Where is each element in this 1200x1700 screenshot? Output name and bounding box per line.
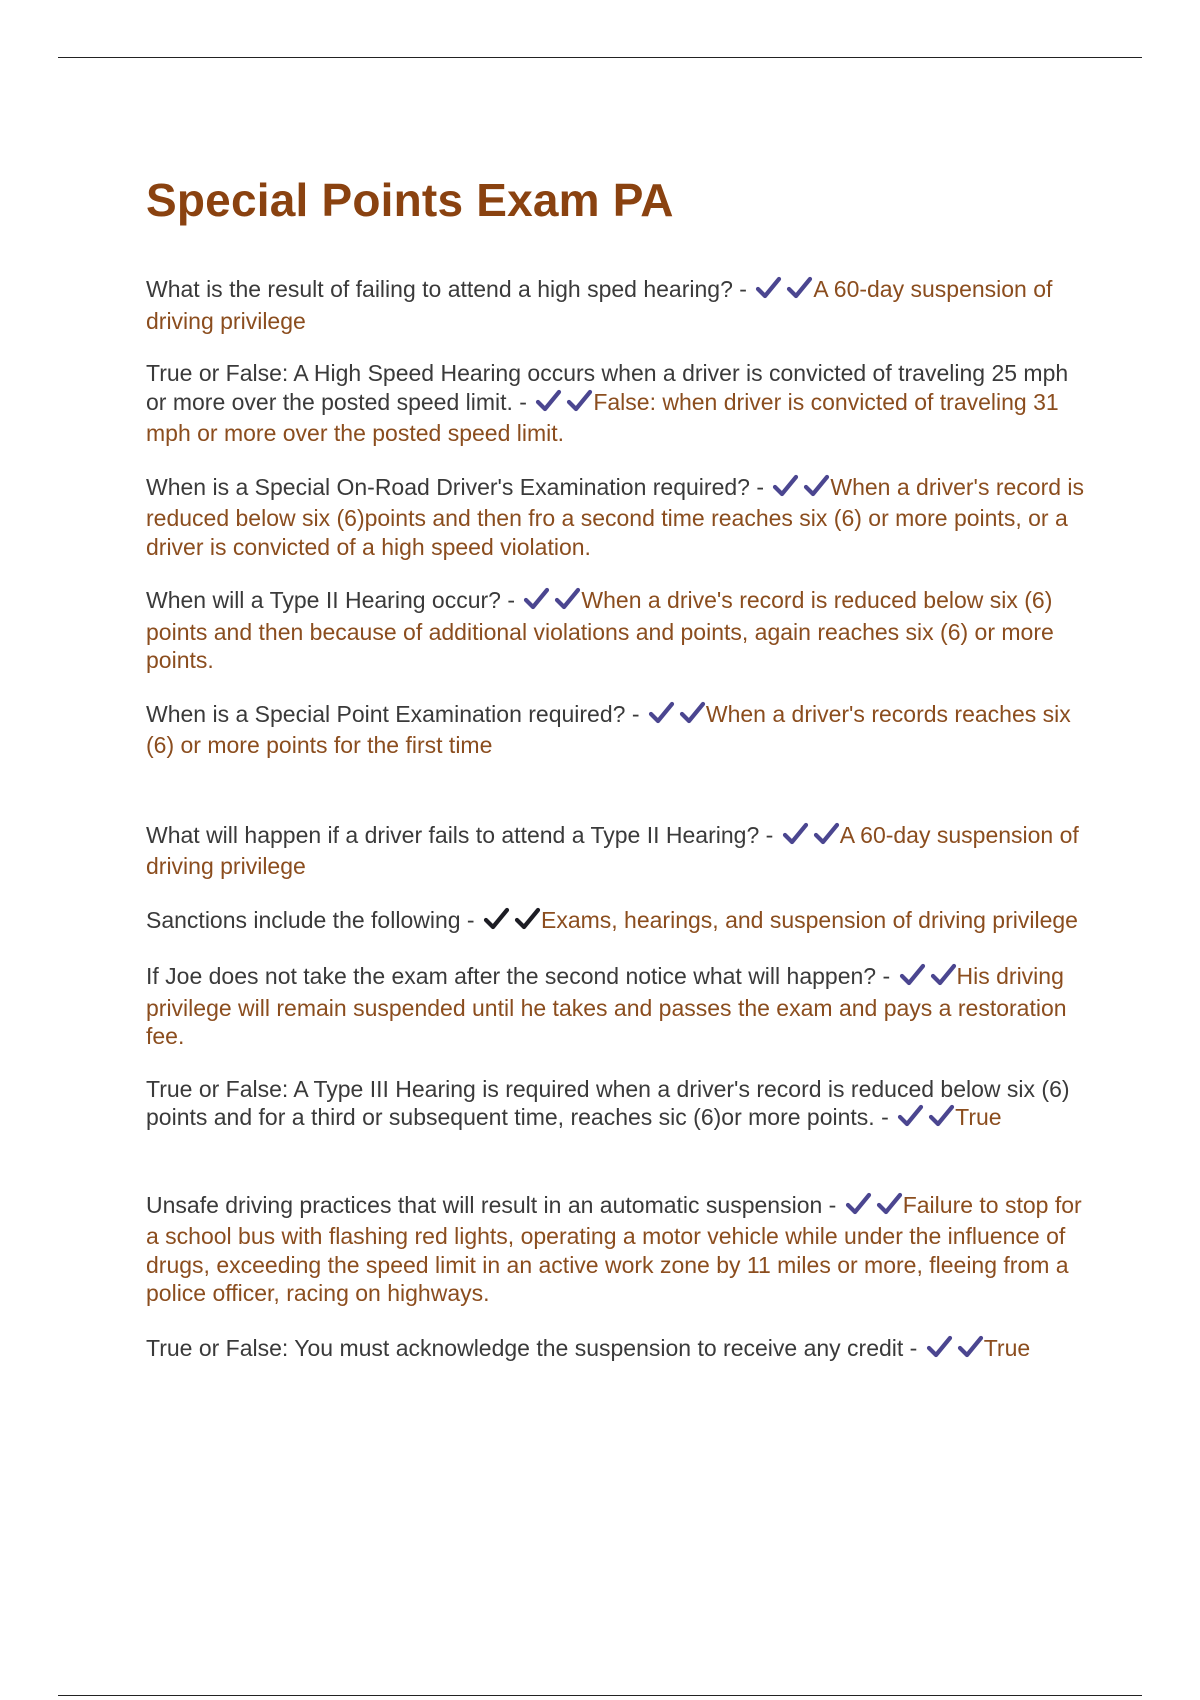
- top-rule: [58, 57, 1142, 58]
- answer-text: His driving privilege will remain suspended until he takes and passes the exam and pays a restoration fee.: [146, 963, 1067, 1049]
- page-title: Special Points Exam PA: [146, 174, 674, 226]
- double-check-icon: [782, 822, 840, 853]
- double-check-icon: [755, 276, 813, 307]
- question-text: True or False: A Type III Hearing is required when a driver's record is reduced below six (6) points and for a third or subsequent time, reaches sic (6)or more points. -: [146, 1075, 1070, 1130]
- question-text: When is a Special Point Examination required? -: [146, 700, 640, 727]
- double-check-icon: [899, 963, 957, 994]
- qa-item: [146, 962, 1092, 1051]
- double-check-icon: [926, 1335, 984, 1366]
- answer-text: True: [955, 1104, 1002, 1130]
- double-check-icon: [648, 701, 706, 732]
- question-text: True or False: A High Speed Hearing occurs when a driver is convicted of traveling 25 mph or more over the posted speed limit. -: [146, 360, 1069, 415]
- answer-text: Failure to stop for a school bus with flashing red lights, operating a motor vehicle while under the influence of drugs, exceeding the speed limit in an active work zone by 11 miles or more, fleeing from a police officer, racing on highways.: [146, 1191, 1082, 1306]
- question-text: True or False: You must acknowledge the suspension to receive any credit -: [146, 1334, 918, 1361]
- answer-text: When a driver's records reaches six (6) or more points for the first time: [146, 700, 1071, 758]
- qa-item: [146, 586, 1092, 675]
- qa-item: [146, 275, 1092, 335]
- answer-text: When a driver's record is reduced below six (6)points and then fro a second time reaches six (6) or more points, or a driver is convicted of a high speed violation.: [146, 473, 1085, 560]
- answer-text: A 60-day suspension of driving privilege: [146, 276, 1053, 334]
- question-text: Sanctions include the following -: [146, 906, 475, 933]
- answer-text: True: [983, 1334, 1031, 1361]
- qa-item: [146, 1075, 1092, 1135]
- qa-item: [146, 473, 1092, 562]
- question-text: Unsafe driving practices that will result in an automatic suspension -: [146, 1191, 837, 1218]
- answer-text: A 60-day suspension of driving privilege: [146, 821, 1079, 879]
- question-text: If Joe does not take the exam after the second notice what will happen? -: [146, 963, 891, 989]
- answer-text: When a drive's record is reduced below six (6) points and then because of additional violations and points, again reaches six (6) or more points.: [146, 587, 1054, 673]
- double-check-icon: [523, 587, 581, 618]
- question-text: What is the result of failing to attend a high sped hearing? -: [146, 276, 747, 302]
- double-check-icon: [483, 907, 541, 938]
- question-text: When is a Special On-Road Driver's Examination required? -: [146, 473, 764, 500]
- answer-text: Exams, hearings, and suspension of driving privilege: [540, 906, 1078, 933]
- bottom-rule: [58, 1695, 1142, 1696]
- qa-item: [146, 1191, 1092, 1308]
- double-check-icon: [897, 1104, 955, 1135]
- qa-item: [146, 1334, 1092, 1366]
- double-check-icon: [535, 389, 593, 420]
- qa-item: [146, 359, 1092, 448]
- qa-item: [146, 700, 1092, 760]
- answer-text: False: when driver is convicted of traveling 31 mph or more over the posted speed limit.: [146, 388, 1059, 446]
- document-body: [146, 172, 1092, 1365]
- qa-item: [146, 821, 1092, 881]
- question-text: What will happen if a driver fails to attend a Type II Hearing? -: [146, 821, 774, 848]
- double-check-icon: [845, 1192, 903, 1223]
- question-text: When will a Type II Hearing occur? -: [146, 587, 516, 613]
- qa-item: [146, 906, 1092, 938]
- double-check-icon: [772, 474, 830, 505]
